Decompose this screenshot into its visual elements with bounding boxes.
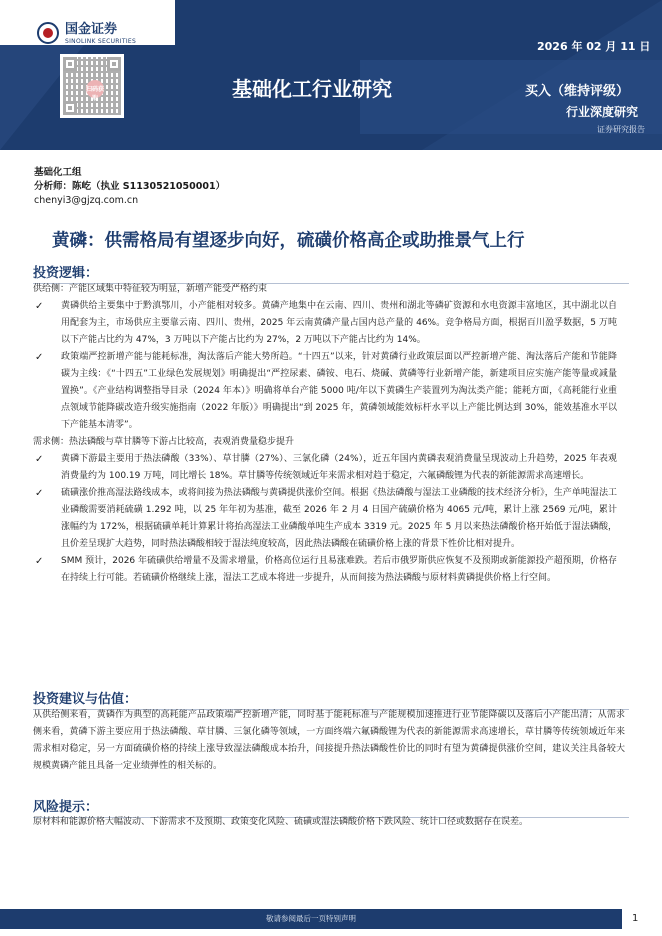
report-type: 证券研究报告 (597, 125, 645, 134)
section-body-logic (33, 281, 629, 587)
list-item (33, 485, 629, 553)
rating-badge: 买入（维持评级） (525, 84, 630, 99)
list-item-text: SMM 预计，2026 年硫磺供给增量不及需求增量，价格高位运行且易涨难跌。若后市俄罗斯供应恢复不及预期或新能源投产超预期，价格存在持续上行可能。若硫磺价格继续上涨，湿法工艺成本将进一步提升，从而间接为热法磷酸与原材料黄磷提供价格上行空间。 (61, 556, 617, 583)
list-item-text: 黄磷供给主要集中于黔滇鄂川，小产能相对较多。黄磷产地集中在云南、四川、贵州和湖北等磷矿资源和水电资源丰富地区，其中湖北以自用配套为主，市场供应主要靠云南、四川、贵州，2025 年云南黄磷产量占国内总产量的 46%。竞争格局方面，根据百川盈孚数据，5 万吨以下产能占比约为 47%，3 万吨以下产能占比约为 27%，2 万吨以下产能占比约为 14%。 (61, 301, 617, 345)
company-logo (37, 22, 177, 48)
logo-mark-icon (37, 22, 59, 44)
qr-finder-icon (63, 101, 77, 115)
page-headline: 黄磷：供需格局有望逐步向好，硫磺价格高企或助推景气上行 (52, 231, 525, 251)
analyst-info (34, 166, 225, 208)
page-footer (0, 909, 662, 936)
supply-lead: 供给侧：产能区域集中特征较为明显，新增产能受严格约束 (33, 284, 268, 294)
logo-name: 国金证券 (65, 22, 118, 37)
header-banner (0, 0, 662, 150)
list-item (33, 553, 629, 587)
qr-label: 扫码获取 (86, 86, 105, 102)
check-icon: ✓ (35, 454, 44, 465)
check-icon: ✓ (35, 488, 44, 499)
logo-english-name: SINOLINK SECURITIES (65, 38, 137, 45)
section-body-advice: 从供给侧来看，黄磷作为典型的高耗能产品政策端严控新增产能，同时基于能耗标准与产能规模加速推进行业节能降碳以及落后小产能出清；从需求侧来看，黄磷下游主要应用于热法磷酸、草甘膦、三氯化磷等领域，一方面终端六氟磷酸锂为代表的新能源需求高速增长，草甘膦等传统领域近年来需求相对稳定，另一方面硫磺价格的持续上涨导致湿法磷酸成本抬升，间接提升热法磷酸性价比的同时有望为黄磷提供涨价空间，建议关注具备较大规模黄磷产能且具备一定业绩弹性的相关标的。 (33, 710, 625, 771)
section-title-logic: 投资逻辑： (33, 262, 98, 281)
analyst-email[interactable]: chenyi3@gjzq.com.cn (34, 195, 139, 206)
qr-finder-icon (63, 57, 77, 71)
list-item (33, 349, 629, 434)
check-icon: ✓ (35, 301, 44, 312)
qr-finder-icon (107, 57, 121, 71)
qr-code[interactable] (60, 54, 124, 118)
page-number: 1 (632, 913, 639, 924)
section-title-risk: 风险提示： (33, 796, 98, 815)
footer-disclaimer[interactable]: 敬请参阅最后一页特别声明 (266, 914, 356, 923)
analyst-name: 分析师：陈屹（执业 S1130521050001） (34, 181, 226, 192)
section-title-advice: 投资建议与估值： (33, 688, 137, 707)
list-item (33, 298, 629, 349)
list-item-text: 黄磷下游最主要用于热法磷酸（33%）、草甘膦（27%）、三氯化磷（24%），近五年国内黄磷表观消费量呈现波动上升趋势，2025 年表观消费量约为 100.19 万吨，同比增长 18%。草甘膦等传统领域近年来需求相对趋于稳定，六氟磷酸锂为代表的新能源需求高速增长。 (61, 454, 617, 481)
qr-pattern (63, 57, 121, 115)
qr-center-badge (86, 80, 105, 102)
section-body-risk: 原材料和能源价格大幅波动、下游需求不及预期、政策变化风险、硫磺或湿法磷酸价格下跌风险、统计口径或数据存在误差。 (33, 817, 529, 827)
list-item-text: 政策端严控新增产能与能耗标准，淘汰落后产能大势所趋。“十四五”以来，针对黄磷行业政策层面以严控新增产能、淘汰落后产能和节能降碳为主线：《“十四五”工业绿色发展规划》明确提出“严控尿素、磷铵、电石、烧碱、黄磷等行业新增产能，新建项目应实施产能等量或减量置换”。《产业结构调整指导目录（2024 年本）》明确将单台产能 5000 吨/年以下黄磷生产装置列为淘汰类产能；能耗方面，《高耗能行业重点领域节能降碳改造升级实施指南（2022 年版）》明确提出“到 2025 年，黄磷领域能效标杆水平以上产能比例达到 30%，能效基准水平以下产能基本清零”。 (61, 352, 617, 430)
demand-lead: 需求侧：热法磷酸与草甘膦等下游占比较高，表观消费量稳步提升 (33, 437, 295, 447)
report-date: 2026 年 02 月 11 日 (537, 40, 651, 53)
list-item-text: 硫磺涨价推高湿法路线成本，或将间接为热法磷酸与黄磷提供涨价空间。根据《热法磷酸与湿法工业磷酸的技术经济分析》，生产单吨湿法工业磷酸需要消耗硫磺 1.292 吨，以 25 年年初为基准，截至 2026 年 2 月 4 日国产硫磺价格为 4065 元/吨，累计上涨 2569 元/吨，累计涨幅约为 172%，根据硫磺单耗计算累计将抬高湿法工业磷酸单吨生产成本 3319 元。2025 年 5 月以来热法磷酸价格开始低于湿法磷酸，且价差呈现扩大趋势，同时热法磷酸相较于湿法纯度较高，因此热法磷酸在硫磺价格上涨的背景下性价比相对提升。 (61, 488, 617, 549)
check-icon: ✓ (35, 556, 44, 567)
report-subtype: 行业深度研究 (566, 105, 639, 119)
research-group: 基础化工组 (34, 167, 82, 178)
report-title: 基础化工行业研究 (232, 77, 392, 101)
list-item (33, 451, 629, 485)
check-icon: ✓ (35, 352, 44, 363)
